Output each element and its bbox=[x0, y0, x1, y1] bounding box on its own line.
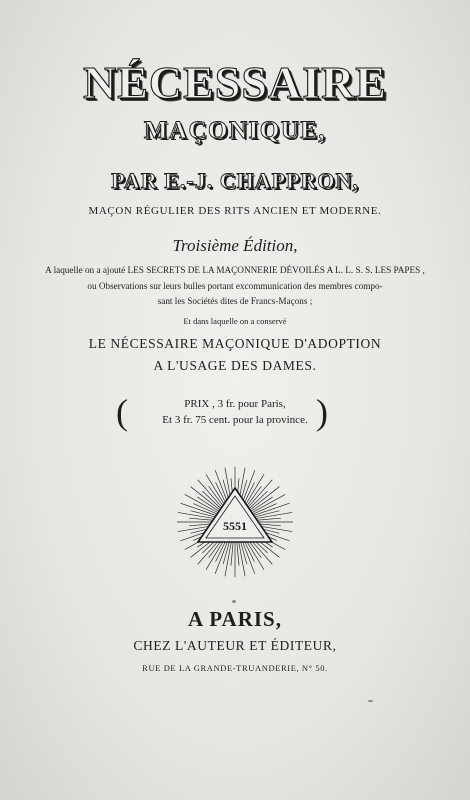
additions-line-2: ou Observations sur leurs bulles portant excommunication des membres compo- bbox=[87, 281, 383, 291]
conserved-intro: Et dans laquelle on a conservé bbox=[183, 316, 287, 326]
left-parenthesis: ( bbox=[116, 392, 128, 432]
emblem-graphic bbox=[160, 460, 310, 580]
book-title: NÉCESSAIRE bbox=[83, 57, 387, 108]
adoption-title-line-1: LE NÉCESSAIRE MAÇONIQUE D'ADOPTION bbox=[88, 336, 382, 351]
author-name: PAR E.-J. CHAPPRON, bbox=[111, 168, 359, 193]
emblem-text: 5551 bbox=[223, 519, 247, 533]
book-subtitle: MAÇONIQUE, bbox=[143, 117, 327, 144]
adoption-title-line-2: A L'USAGE DES DAMES. bbox=[153, 358, 317, 373]
price-block bbox=[0, 392, 470, 432]
edition-label: Troisième Édition, bbox=[172, 236, 298, 255]
imprint-address: RUE DE LA GRANDE-TRUANDERIE, N° 50. bbox=[142, 663, 328, 673]
additions-line-1: A laquelle on a ajouté LES SECRETS DE LA MAÇONNERIE DÉVOILÉS A L. L. S. S. LES PAPES , bbox=[45, 265, 425, 275]
radiant-triangle-icon bbox=[160, 460, 310, 580]
ink-spot bbox=[232, 600, 236, 603]
price-line-1: PRIX , 3 fr. pour Paris, bbox=[184, 398, 286, 410]
price-line-2: Et 3 fr. 75 cent. pour la province. bbox=[162, 414, 308, 426]
right-parenthesis: ) bbox=[316, 392, 328, 432]
ink-spot bbox=[368, 700, 373, 702]
imprint-city: A PARIS, bbox=[188, 607, 282, 631]
author-description: MAÇON RÉGULIER DES RITS ANCIEN ET MODERNE. bbox=[88, 205, 382, 217]
additions-line-3: sant les Sociétés dites de Francs-Maçons ; bbox=[157, 296, 313, 306]
imprint-publisher: CHEZ L'AUTEUR ET ÉDITEUR, bbox=[133, 638, 337, 653]
